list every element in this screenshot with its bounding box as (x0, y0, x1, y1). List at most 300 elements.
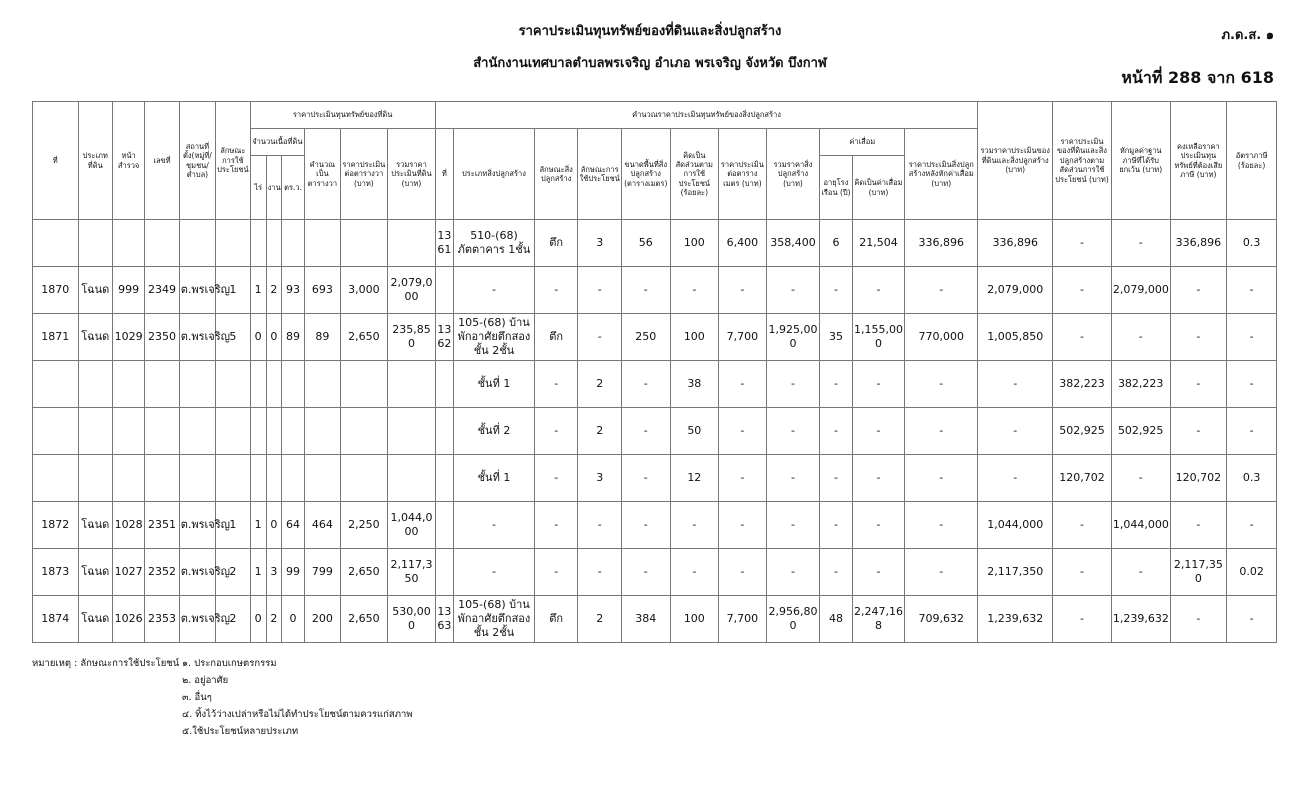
cell-no: 1874 (33, 596, 79, 643)
cell-building-net: 709,632 (905, 596, 978, 643)
header-building-nature: ลักษณะสิ่งปลูกสร้าง (534, 129, 578, 220)
cell-location (179, 408, 215, 455)
cell-survey-page: 1029 (112, 314, 144, 361)
cell-taxable: - (1170, 408, 1227, 455)
cell-no (33, 455, 79, 502)
cell-rate: 0.3 (1227, 455, 1277, 502)
cell-no (33, 361, 79, 408)
cell-building-nature: ตึก (534, 220, 578, 267)
header-building-usage: ลักษณะการใช้ประโยชน์ (578, 129, 622, 220)
cell-sqwa: 89 (281, 314, 304, 361)
cell-by-usage: - (1053, 502, 1112, 549)
cell-building-type: 510-(68) ภัตตาคาร 1ชั้น (453, 220, 534, 267)
cell-price-per-sqwa: 2,650 (340, 596, 388, 643)
cell-building-area: 384 (621, 596, 670, 643)
cell-ngan: 2 (266, 267, 281, 314)
cell-building-total: 358,400 (766, 220, 820, 267)
cell-building-area: - (621, 502, 670, 549)
cell-by-usage: - (1053, 220, 1112, 267)
table-row (33, 267, 1277, 314)
table-row (33, 314, 1277, 361)
cell-survey-page (112, 455, 144, 502)
cell-usage (216, 455, 250, 502)
cell-depreciation: 21,504 (852, 220, 905, 267)
cell-total-sqwa: 693 (305, 267, 340, 314)
cell-depreciation: - (852, 549, 905, 596)
cell-by-usage: - (1053, 314, 1112, 361)
cell-building-area: 56 (621, 220, 670, 267)
cell-building-usage: 2 (578, 596, 622, 643)
cell-by-usage: 502,925 (1053, 408, 1112, 455)
header-deed-no: เลขที่ (145, 102, 179, 220)
cell-building-net: 336,896 (905, 220, 978, 267)
header-building-percent: คิดเป็นสัดส่วนตามการใช้ประโยชน์ (ร้อยละ) (670, 129, 719, 220)
cell-building-no (435, 455, 453, 502)
header-rate: อัตราภาษี (ร้อยละ) (1227, 102, 1277, 220)
cell-building-total: 2,956,800 (766, 596, 820, 643)
header-building-area: ขนาดพื้นที่สิ่งปลูกสร้าง (ตารางเมตร) (621, 129, 670, 220)
cell-deduction: 1,044,000 (1111, 502, 1170, 549)
cell-building-price-sqm: - (719, 267, 767, 314)
cell-deduction: - (1111, 220, 1170, 267)
cell-total-sqwa: 464 (305, 502, 340, 549)
cell-ngan (266, 408, 281, 455)
cell-land-type: โฉนด (78, 502, 112, 549)
cell-building-usage: - (578, 314, 622, 361)
cell-building-price-sqm: - (719, 549, 767, 596)
cell-sqwa: 99 (281, 549, 304, 596)
cell-no: 1871 (33, 314, 79, 361)
cell-building-price-sqm: - (719, 502, 767, 549)
cell-building-price-sqm: - (719, 455, 767, 502)
cell-building-net: - (905, 549, 978, 596)
cell-building-usage: - (578, 502, 622, 549)
cell-building-type: ชั้นที่ 1 (453, 455, 534, 502)
cell-total-value: - (978, 361, 1053, 408)
cell-total-sqwa: 89 (305, 314, 340, 361)
cell-building-nature: - (534, 408, 578, 455)
cell-total-value: 1,044,000 (978, 502, 1053, 549)
cell-total-sqwa (305, 455, 340, 502)
header-land-group: ราคาประเมินทุนทรัพย์ของที่ดิน (250, 102, 435, 129)
cell-by-usage: - (1053, 549, 1112, 596)
header-ngan: งาน (266, 156, 281, 220)
cell-price-per-sqwa (340, 361, 388, 408)
cell-by-usage: - (1053, 596, 1112, 643)
table-row (33, 502, 1277, 549)
cell-deed-no (145, 361, 179, 408)
cell-building-no: 1362 (435, 314, 453, 361)
cell-location: ต.พรเจริญ (179, 596, 215, 643)
cell-land-value: 2,079,000 (388, 267, 436, 314)
cell-rai: 1 (250, 267, 266, 314)
cell-land-type (78, 361, 112, 408)
cell-deed-no: 2352 (145, 549, 179, 596)
cell-deed-no: 2349 (145, 267, 179, 314)
cell-ngan (266, 220, 281, 267)
document-subtitle: สำนักงานเทศบาลตำบลพรเจริญ อำเภอ พรเจริญ จังหวัด บึงกาฬ (473, 56, 827, 71)
header-location: สถานที่ตั้ง(หมู่ที่/ชุมชน/ตำบล) (179, 102, 215, 220)
cell-total-sqwa (305, 361, 340, 408)
cell-ngan: 2 (266, 596, 281, 643)
cell-building-net: - (905, 267, 978, 314)
header-price-per-sqwa: ราคาประเมินต่อตารางวา (บาท) (340, 129, 388, 220)
cell-rate: - (1227, 596, 1277, 643)
cell-rate: - (1227, 314, 1277, 361)
cell-deduction: 2,079,000 (1111, 267, 1170, 314)
cell-deed-no: 2350 (145, 314, 179, 361)
cell-building-percent: - (670, 267, 719, 314)
cell-depreciation: - (852, 455, 905, 502)
header-usage: ลักษณะการใช้ประโยชน์ (216, 102, 250, 220)
cell-land-type (78, 455, 112, 502)
cell-building-total: - (766, 455, 820, 502)
cell-sqwa (281, 455, 304, 502)
cell-survey-page (112, 361, 144, 408)
table-row (33, 549, 1277, 596)
cell-land-value: 235,850 (388, 314, 436, 361)
cell-usage: 1 (216, 267, 250, 314)
cell-survey-page: 1027 (112, 549, 144, 596)
cell-building-price-sqm: - (719, 361, 767, 408)
cell-building-percent: - (670, 502, 719, 549)
cell-building-percent: 50 (670, 408, 719, 455)
cell-building-net: - (905, 361, 978, 408)
cell-deduction: 382,223 (1111, 361, 1170, 408)
cell-land-type: โฉนด (78, 596, 112, 643)
cell-depreciation: 2,247,168 (852, 596, 905, 643)
cell-total-sqwa (305, 220, 340, 267)
cell-land-value (388, 220, 436, 267)
cell-sqwa: 64 (281, 502, 304, 549)
cell-total-sqwa: 799 (305, 549, 340, 596)
cell-sqwa: 93 (281, 267, 304, 314)
cell-no (33, 220, 79, 267)
cell-location (179, 361, 215, 408)
cell-location: ต.พรเจริญ (179, 314, 215, 361)
header-building-price-sqm: ราคาประเมินต่อตารางเมตร (บาท) (719, 129, 767, 220)
cell-building-age: - (820, 502, 852, 549)
cell-rai (250, 408, 266, 455)
cell-survey-page (112, 220, 144, 267)
cell-total-value: 1,005,850 (978, 314, 1053, 361)
table-row (33, 455, 1277, 502)
cell-building-percent: 100 (670, 220, 719, 267)
cell-deed-no: 2351 (145, 502, 179, 549)
cell-building-no (435, 549, 453, 596)
cell-usage: 1 (216, 502, 250, 549)
header-survey-page: หน้าสำรวจ (112, 102, 144, 220)
cell-sqwa: 0 (281, 596, 304, 643)
table-row (33, 220, 1277, 267)
cell-rai: 0 (250, 596, 266, 643)
cell-building-no: 1361 (435, 220, 453, 267)
cell-usage (216, 408, 250, 455)
cell-building-percent: 12 (670, 455, 719, 502)
cell-by-usage: 120,702 (1053, 455, 1112, 502)
cell-usage: 2 (216, 596, 250, 643)
cell-building-age: 6 (820, 220, 852, 267)
header-building-total: รวมราคาสิ่งปลูกสร้าง (บาท) (766, 129, 820, 220)
cell-total-value: 2,117,350 (978, 549, 1053, 596)
table-row (33, 361, 1277, 408)
cell-price-per-sqwa: 2,650 (340, 549, 388, 596)
cell-taxable: 2,117,350 (1170, 549, 1227, 596)
header-rai: ไร่ (250, 156, 266, 220)
cell-ngan: 0 (266, 314, 281, 361)
cell-building-age: - (820, 361, 852, 408)
cell-building-nature: - (534, 361, 578, 408)
cell-no: 1870 (33, 267, 79, 314)
cell-total-value: 336,896 (978, 220, 1053, 267)
table-row (33, 408, 1277, 455)
cell-taxable: 120,702 (1170, 455, 1227, 502)
page-info: หน้าที่ 288 จาก 618 (1121, 68, 1274, 87)
cell-building-total: - (766, 267, 820, 314)
cell-sqwa (281, 220, 304, 267)
cell-building-age: - (820, 267, 852, 314)
cell-building-type: 105-(68) บ้านพักอาศัยตึกสองชั้น 2ชั้น (453, 596, 534, 643)
header-building-age: อายุโรงเรือน (ปี) (820, 156, 852, 220)
cell-usage: 2 (216, 549, 250, 596)
cell-rai: 1 (250, 549, 266, 596)
cell-building-nature: - (534, 502, 578, 549)
cell-depreciation: - (852, 361, 905, 408)
cell-rate: - (1227, 361, 1277, 408)
cell-building-net: - (905, 502, 978, 549)
cell-building-percent: 38 (670, 361, 719, 408)
cell-building-area: - (621, 549, 670, 596)
cell-building-usage: 3 (578, 455, 622, 502)
cell-location: ต.พรเจริญ (179, 502, 215, 549)
cell-price-per-sqwa (340, 455, 388, 502)
cell-building-nature: ตึก (534, 314, 578, 361)
cell-taxable: - (1170, 502, 1227, 549)
note-item: ๕.ใช้ประโยชน์หลายประเภท (182, 726, 299, 737)
cell-building-price-sqm: 7,700 (719, 314, 767, 361)
note-item: ๑. ประกอบเกษตรกรรม (182, 658, 277, 669)
header-building-type: ประเภทสิ่งปลูกสร้าง (453, 129, 534, 220)
cell-location: ต.พรเจริญ (179, 549, 215, 596)
cell-building-nature: - (534, 549, 578, 596)
assessment-table (32, 101, 1277, 643)
cell-building-area: - (621, 361, 670, 408)
cell-building-type: ชั้นที่ 1 (453, 361, 534, 408)
cell-building-net: - (905, 408, 978, 455)
cell-ngan (266, 361, 281, 408)
cell-building-no (435, 361, 453, 408)
cell-taxable: - (1170, 314, 1227, 361)
cell-usage (216, 361, 250, 408)
header-land-type: ประเภทที่ดิน (78, 102, 112, 220)
cell-by-usage: - (1053, 267, 1112, 314)
form-code: ภ.ด.ส. ๑ (1221, 28, 1274, 43)
cell-usage: 5 (216, 314, 250, 361)
cell-building-type: - (453, 502, 534, 549)
cell-depreciation: 1,155,000 (852, 314, 905, 361)
cell-total-value: 1,239,632 (978, 596, 1053, 643)
header-depreciation: คิดเป็นค่าเสื่อม (บาท) (852, 156, 905, 220)
cell-deduction: - (1111, 455, 1170, 502)
cell-rai (250, 455, 266, 502)
header-area-group: จำนวนเนื้อที่ดิน (250, 129, 305, 156)
cell-land-value (388, 455, 436, 502)
cell-building-age: 48 (820, 596, 852, 643)
cell-land-type: โฉนด (78, 549, 112, 596)
cell-survey-page: 1028 (112, 502, 144, 549)
cell-building-area: 250 (621, 314, 670, 361)
cell-deed-no (145, 408, 179, 455)
cell-building-total: - (766, 361, 820, 408)
header-no: ที่ (33, 102, 79, 220)
cell-price-per-sqwa: 2,250 (340, 502, 388, 549)
cell-deduction: 502,925 (1111, 408, 1170, 455)
header-deduction: หักมูลค่าฐานภาษีที่ได้รับยกเว้น (บาท) (1111, 102, 1170, 220)
cell-location (179, 220, 215, 267)
cell-rai (250, 220, 266, 267)
cell-building-nature: - (534, 267, 578, 314)
note-item: ๔. ทิ้งไว้ว่างเปล่าหรือไม่ได้ทำประโยชน์ตามควรแก่สภาพ (182, 709, 413, 720)
cell-building-type: - (453, 267, 534, 314)
cell-building-net: - (905, 455, 978, 502)
cell-land-type (78, 408, 112, 455)
header-land-value: รวมราคาประเมินที่ดิน (บาท) (388, 129, 436, 220)
cell-building-usage: 2 (578, 361, 622, 408)
cell-building-usage: - (578, 267, 622, 314)
cell-land-value: 2,117,350 (388, 549, 436, 596)
cell-survey-page: 1026 (112, 596, 144, 643)
cell-building-nature: - (534, 455, 578, 502)
cell-building-percent: 100 (670, 314, 719, 361)
cell-land-type: โฉนด (78, 314, 112, 361)
header-total-value: รวมราคาประเมินของที่ดินและสิ่งปลูกสร้าง (บาท) (978, 102, 1053, 220)
cell-building-total: - (766, 408, 820, 455)
cell-rate: 0.3 (1227, 220, 1277, 267)
cell-price-per-sqwa (340, 220, 388, 267)
note-item: ๓. อื่นๆ (182, 692, 212, 703)
cell-location: ต.พรเจริญ (179, 267, 215, 314)
cell-depreciation: - (852, 502, 905, 549)
cell-building-area: - (621, 408, 670, 455)
cell-price-per-sqwa: 2,650 (340, 314, 388, 361)
cell-no: 1873 (33, 549, 79, 596)
cell-land-value (388, 408, 436, 455)
cell-building-usage: 3 (578, 220, 622, 267)
header-total-sqwa: คำนวณเป็นตารางวา (305, 129, 340, 220)
cell-ngan: 3 (266, 549, 281, 596)
header-building-net: ราคาประเมินสิ่งปลูกสร้างหลังหักค่าเสื่อม (บาท) (905, 129, 978, 220)
cell-building-usage: - (578, 549, 622, 596)
cell-building-nature: ตึก (534, 596, 578, 643)
header-building-group: คำนวณราคาประเมินทุนทรัพย์ของสิ่งปลูกสร้าง (435, 102, 978, 129)
cell-rate: - (1227, 408, 1277, 455)
header-by-usage: ราคาประเมินของที่ดินและสิ่งปลูกสร้างตามสัดส่วนการใช้ประโยชน์ (บาท) (1053, 102, 1112, 220)
cell-building-no (435, 267, 453, 314)
cell-rate: - (1227, 502, 1277, 549)
cell-building-total: - (766, 549, 820, 596)
cell-building-area: - (621, 267, 670, 314)
cell-sqwa (281, 408, 304, 455)
cell-deed-no: 2353 (145, 596, 179, 643)
cell-deed-no (145, 220, 179, 267)
cell-depreciation: - (852, 267, 905, 314)
cell-location (179, 455, 215, 502)
cell-ngan (266, 455, 281, 502)
cell-price-per-sqwa: 3,000 (340, 267, 388, 314)
cell-building-no (435, 408, 453, 455)
cell-deed-no (145, 455, 179, 502)
notes-title: หมายเหตุ : ลักษณะการใช้ประโยชน์ (32, 658, 180, 669)
header-building-no: ที่ (435, 129, 453, 220)
cell-taxable: - (1170, 596, 1227, 643)
cell-building-age: - (820, 549, 852, 596)
cell-building-type: - (453, 549, 534, 596)
cell-total-value: - (978, 455, 1053, 502)
cell-sqwa (281, 361, 304, 408)
cell-building-usage: 2 (578, 408, 622, 455)
cell-land-type: โฉนด (78, 267, 112, 314)
cell-building-no (435, 502, 453, 549)
cell-by-usage: 382,223 (1053, 361, 1112, 408)
cell-rai: 0 (250, 314, 266, 361)
cell-deduction: - (1111, 314, 1170, 361)
cell-taxable: - (1170, 361, 1227, 408)
cell-building-net: 770,000 (905, 314, 978, 361)
cell-no (33, 408, 79, 455)
cell-building-price-sqm: 6,400 (719, 220, 767, 267)
cell-building-type: 105-(68) บ้านพักอาศัยตึกสองชั้น 2ชั้น (453, 314, 534, 361)
header-sqwa: ตร.ว. (281, 156, 304, 220)
cell-taxable: 336,896 (1170, 220, 1227, 267)
table-body (33, 220, 1277, 643)
table-row (33, 596, 1277, 643)
cell-rate: - (1227, 267, 1277, 314)
header-taxable: คงเหลือราคาประเมินทุนทรัพย์ที่ต้องเสียภาษี (บาท) (1170, 102, 1227, 220)
note-item: ๒. อยู่อาศัย (182, 675, 229, 686)
cell-rai (250, 361, 266, 408)
cell-taxable: - (1170, 267, 1227, 314)
cell-building-total: 1,925,000 (766, 314, 820, 361)
cell-total-sqwa: 200 (305, 596, 340, 643)
document-title: ราคาประเมินทุนทรัพย์ของที่ดินและสิ่งปลูกสร้าง (518, 24, 782, 39)
cell-survey-page (112, 408, 144, 455)
cell-land-value: 530,000 (388, 596, 436, 643)
cell-building-total: - (766, 502, 820, 549)
cell-land-value: 1,044,000 (388, 502, 436, 549)
cell-no: 1872 (33, 502, 79, 549)
cell-building-price-sqm: - (719, 408, 767, 455)
cell-building-age: - (820, 408, 852, 455)
cell-depreciation: - (852, 408, 905, 455)
cell-survey-page: 999 (112, 267, 144, 314)
cell-building-type: ชั้นที่ 2 (453, 408, 534, 455)
cell-deduction: - (1111, 549, 1170, 596)
cell-total-value: - (978, 408, 1053, 455)
cell-building-percent: 100 (670, 596, 719, 643)
cell-total-sqwa (305, 408, 340, 455)
cell-total-value: 2,079,000 (978, 267, 1053, 314)
cell-land-type (78, 220, 112, 267)
cell-deduction: 1,239,632 (1111, 596, 1170, 643)
cell-ngan: 0 (266, 502, 281, 549)
cell-building-no: 1363 (435, 596, 453, 643)
header-depreciation-group: ค่าเสื่อม (820, 129, 905, 156)
cell-building-age: - (820, 455, 852, 502)
cell-rai: 1 (250, 502, 266, 549)
cell-price-per-sqwa (340, 408, 388, 455)
cell-usage (216, 220, 250, 267)
cell-building-area: - (621, 455, 670, 502)
